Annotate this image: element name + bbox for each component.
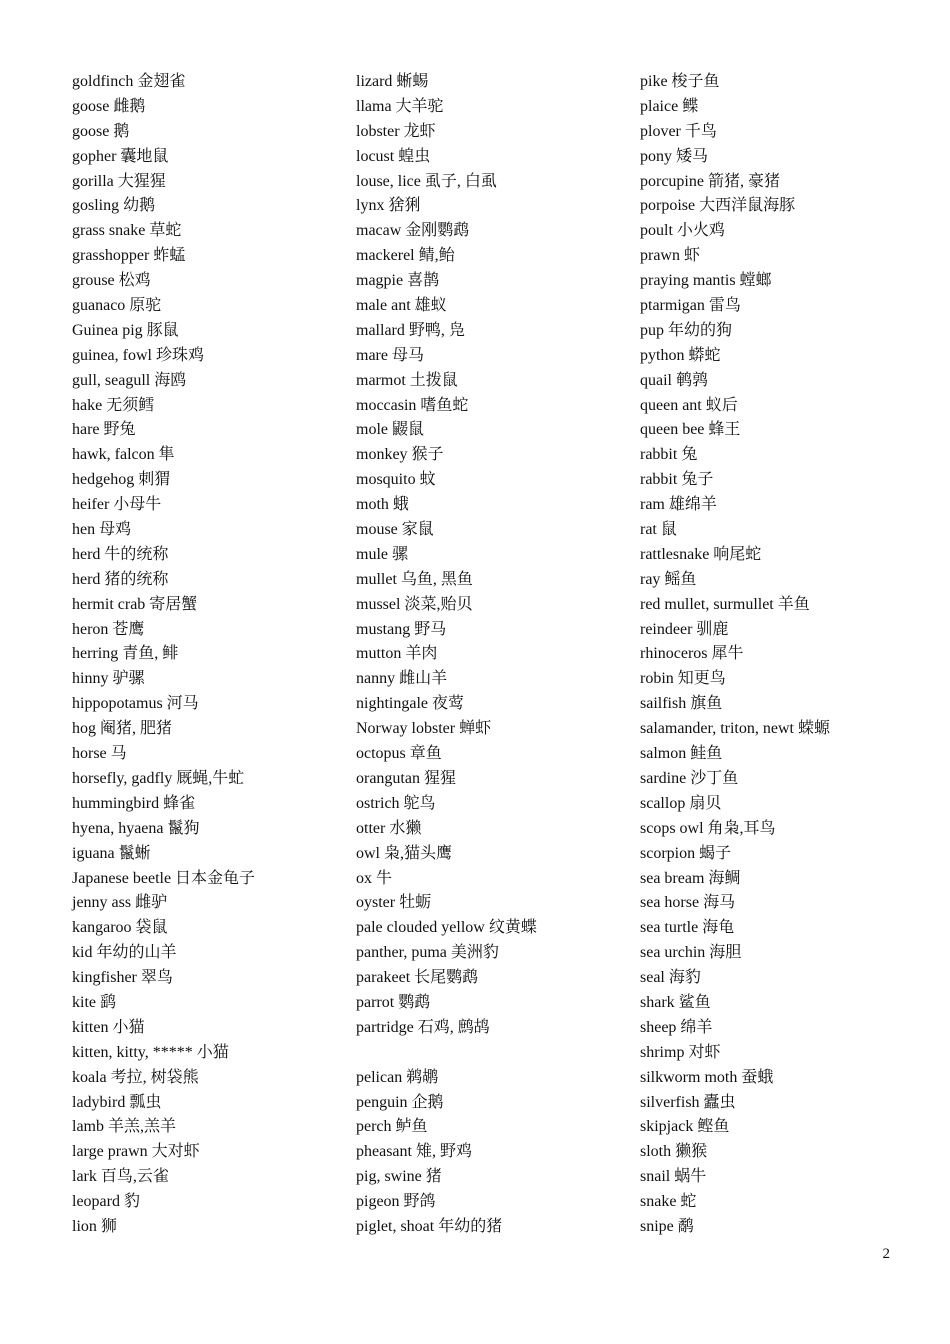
vocabulary-entry: louse, lice 虱子, 白虱: [356, 172, 497, 190]
vocabulary-entry: piglet, shoat 年幼的猪: [356, 1217, 503, 1235]
vocabulary-entry: hedgehog 刺猬: [72, 471, 171, 489]
vocabulary-entry: gorilla 大猩猩: [72, 172, 166, 190]
vocabulary-entry: sardine 沙丁鱼: [640, 769, 739, 787]
vocabulary-entry: heifer 小母牛: [72, 496, 162, 514]
vocabulary-entry: orangutan 猩猩: [356, 769, 456, 787]
vocabulary-entry: kitten, kitty, ***** 小猫: [72, 1043, 229, 1061]
vocabulary-entry: pale clouded yellow 纹黄蝶: [356, 919, 537, 937]
vocabulary-entry: plaice 鲽: [640, 97, 699, 115]
vocabulary-entry: python 蟒蛇: [640, 346, 721, 364]
vocabulary-entry: hake 无须鳕: [72, 396, 155, 414]
vocabulary-entry: pigeon 野鸽: [356, 1193, 436, 1211]
vocabulary-entry: nanny 雌山羊: [356, 670, 448, 688]
vocabulary-entry: koala 考拉, 树袋熊: [72, 1068, 199, 1086]
vocabulary-entry: horse 马: [72, 745, 127, 763]
vocabulary-entry: kitten 小猫: [72, 1018, 145, 1036]
vocabulary-entry: rhinoceros 犀牛: [640, 645, 744, 663]
vocabulary-entry: otter 水獭: [356, 819, 422, 837]
vocabulary-entry: goose 鹅: [72, 122, 130, 140]
vocabulary-entry: queen bee 蜂王: [640, 421, 741, 439]
vocabulary-entry: silverfish 蠹虫: [640, 1093, 736, 1111]
vocabulary-entry: locust 蝗虫: [356, 147, 431, 165]
vocabulary-entry: sailfish 旗鱼: [640, 695, 723, 713]
vocabulary-entry: herd 猪的统称: [72, 570, 169, 588]
vocabulary-entry: gosling 幼鹅: [72, 197, 156, 215]
vocabulary-entry: kite 鹞: [72, 993, 116, 1011]
vocabulary-entry: sea bream 海鲷: [640, 869, 741, 887]
vocabulary-entry: hen 母鸡: [72, 521, 132, 539]
vocabulary-entry: moccasin 嗜鱼蛇: [356, 396, 469, 414]
vocabulary-entry: lizard 蜥蜴: [356, 73, 429, 90]
vocabulary-entry: parakeet 长尾鹦鹉: [356, 969, 479, 987]
vocabulary-entry: snail 蜗牛: [640, 1168, 707, 1186]
vocabulary-entry: salamander, triton, newt 蝾螈: [640, 720, 830, 738]
vocabulary-entry: perch 鲈鱼: [356, 1118, 428, 1136]
vocabulary-entry: Japanese beetle 日本金龟子: [72, 869, 256, 887]
vocabulary-entry: jenny ass 雌驴: [72, 894, 168, 912]
vocabulary-entry: lobster 龙虾: [356, 122, 436, 140]
vocabulary-entry: poult 小火鸡: [640, 222, 725, 240]
vocabulary-entry: sloth 獭猴: [640, 1143, 708, 1161]
vocabulary-entry: mutton 羊肉: [356, 645, 438, 663]
vocabulary-entry: hog 阉猪, 肥猪: [72, 720, 173, 738]
vocabulary-entry: horsefly, gadfly 厩蝇,牛虻: [72, 769, 245, 787]
vocabulary-entry: mallard 野鸭, 凫: [356, 321, 465, 339]
vocabulary-entry: magpie 喜鹊: [356, 272, 440, 290]
vocabulary-entry: guanaco 原驼: [72, 297, 162, 315]
vocabulary-entry: sea urchin 海胆: [640, 944, 742, 962]
vocabulary-entry: robin 知更鸟: [640, 670, 726, 688]
vocabulary-entry: ox 牛: [356, 869, 393, 887]
vocabulary-entry: guinea, fowl 珍珠鸡: [72, 346, 204, 364]
vocabulary-entry: grass snake 草蛇: [72, 222, 182, 240]
vocabulary-entry: scallop 扇贝: [640, 794, 722, 812]
vocabulary-entry: ladybird 瓢虫: [72, 1093, 162, 1111]
vocabulary-entry: nightingale 夜莺: [356, 695, 464, 713]
vocabulary-entry: gull, seagull 海鸥: [72, 371, 187, 389]
vocabulary-entry: rat 鼠: [640, 521, 677, 539]
vocabulary-entry: mare 母马: [356, 346, 424, 364]
vocabulary-entry: sea horse 海马: [640, 894, 736, 912]
vocabulary-entry: gopher 囊地鼠: [72, 147, 169, 165]
vocabulary-entry: hinny 驴骡: [72, 670, 145, 688]
vocabulary-entry: lamb 羊羔,羔羊: [72, 1118, 176, 1136]
vocabulary-entry: pike 梭子鱼: [640, 73, 720, 90]
vocabulary-entry: reindeer 驯鹿: [640, 620, 729, 638]
vocabulary-entry: sea turtle 海龟: [640, 919, 735, 937]
vocabulary-entry: heron 苍鹰: [72, 620, 145, 638]
vocabulary-entry: mule 骡: [356, 545, 408, 563]
vocabulary-column-1: [72, 70, 342, 1240]
vocabulary-entry: panther, puma 美洲豹: [356, 944, 499, 962]
vocabulary-entry: iguana 鬣蜥: [72, 844, 151, 862]
vocabulary-entry: mustang 野马: [356, 620, 447, 638]
vocabulary-entry: seal 海豹: [640, 969, 701, 987]
vocabulary-entry: ostrich 鸵鸟: [356, 794, 436, 812]
vocabulary-entry: mullet 乌鱼, 黑鱼: [356, 570, 473, 588]
vocabulary-column-2: [356, 70, 626, 1240]
vocabulary-entry: snipe 鹬: [640, 1217, 694, 1235]
vocabulary-entry: octopus 章鱼: [356, 745, 442, 763]
vocabulary-entry: shrimp 对虾: [640, 1043, 721, 1061]
vocabulary-entry: scorpion 蝎子: [640, 844, 732, 862]
vocabulary-entry: plover 千鸟: [640, 122, 717, 140]
vocabulary-entry: llama 大羊驼: [356, 97, 444, 115]
vocabulary-entry: kingfisher 翠鸟: [72, 969, 173, 987]
vocabulary-entry: hippopotamus 河马: [72, 695, 199, 713]
vocabulary-entry: queen ant 蚁后: [640, 396, 738, 414]
vocabulary-entry: kangaroo 袋鼠: [72, 919, 168, 937]
vocabulary-entry: owl 枭,猫头鹰: [356, 844, 453, 862]
vocabulary-entry: hare 野兔: [72, 421, 136, 439]
vocabulary-entry: kid 年幼的山羊: [72, 944, 177, 962]
vocabulary-entry: red mullet, surmullet 羊鱼: [640, 595, 810, 613]
vocabulary-entry: rabbit 兔子: [640, 471, 714, 489]
vocabulary-entry: silkworm moth 蚕蛾: [640, 1068, 774, 1086]
vocabulary-entry: hummingbird 蜂雀: [72, 794, 196, 812]
vocabulary-entry: prawn 虾: [640, 247, 700, 265]
vocabulary-entry: lark 百鸟,云雀: [72, 1168, 169, 1186]
vocabulary-entry: porpoise 大西洋鼠海豚: [640, 197, 796, 215]
vocabulary-entry: goldfinch 金翅雀: [72, 73, 186, 90]
vocabulary-entry: mosquito 蚊: [356, 471, 436, 489]
vocabulary-entry: lion 狮: [72, 1217, 117, 1235]
vocabulary-entry: porcupine 箭猪, 豪猪: [640, 172, 780, 190]
vocabulary-entry: [356, 1041, 626, 1066]
vocabulary-entry: shark 鲨鱼: [640, 993, 711, 1011]
vocabulary-entry: mussel 淡菜,贻贝: [356, 595, 473, 613]
vocabulary-entry: lynx 猞猁: [356, 197, 421, 215]
vocabulary-entry: penguin 企鹅: [356, 1093, 444, 1111]
vocabulary-entry: mouse 家鼠: [356, 521, 434, 539]
vocabulary-entry: pelican 鹈鹕: [356, 1068, 439, 1086]
page-number: 2: [882, 1246, 890, 1262]
vocabulary-entry: herd 牛的统称: [72, 545, 169, 563]
vocabulary-entry: rabbit 兔: [640, 446, 698, 464]
vocabulary-entry: mackerel 鲭,鲐: [356, 247, 455, 265]
vocabulary-entry: grasshopper 蚱蜢: [72, 247, 186, 265]
vocabulary-entry: pup 年幼的狗: [640, 321, 733, 339]
vocabulary-entry: rattlesnake 响尾蛇: [640, 545, 762, 563]
vocabulary-entry: parrot 鹦鹉: [356, 993, 431, 1011]
vocabulary-entry: pony 矮马: [640, 147, 709, 165]
vocabulary-entry: large prawn 大对虾: [72, 1143, 200, 1161]
vocabulary-entry: hyena, hyaena 鬣狗: [72, 819, 200, 837]
vocabulary-entry: pheasant 雉, 野鸡: [356, 1143, 472, 1161]
vocabulary-entry: hawk, falcon 隼: [72, 446, 175, 464]
vocabulary-entry: salmon 鲑鱼: [640, 745, 723, 763]
vocabulary-entry: mole 鼹鼠: [356, 421, 424, 439]
vocabulary-entry: Norway lobster 蝉虾: [356, 720, 492, 738]
vocabulary-entry: herring 青鱼, 鲱: [72, 645, 179, 663]
vocabulary-entry: pig, swine 猪: [356, 1168, 442, 1186]
vocabulary-entry: ram 雄绵羊: [640, 496, 717, 514]
vocabulary-entry: ray 鳐鱼: [640, 570, 697, 588]
vocabulary-entry: macaw 金刚鹦鹉: [356, 222, 470, 240]
vocabulary-entry: Guinea pig 豚鼠: [72, 321, 179, 339]
vocabulary-entry: marmot 土拨鼠: [356, 371, 458, 389]
vocabulary-entry: moth 蛾: [356, 496, 409, 514]
vocabulary-entry: grouse 松鸡: [72, 272, 151, 290]
vocabulary-entry: monkey 猴子: [356, 446, 444, 464]
vocabulary-entry: oyster 牡蛎: [356, 894, 432, 912]
vocabulary-entry: male ant 雄蚁: [356, 297, 447, 315]
vocabulary-entry: skipjack 鲣鱼: [640, 1118, 730, 1136]
vocabulary-entry: leopard 豹: [72, 1193, 140, 1211]
vocabulary-entry: partridge 石鸡, 鹧鸪: [356, 1018, 490, 1036]
vocabulary-entry: goose 雌鹅: [72, 97, 146, 115]
vocabulary-entry: praying mantis 螳螂: [640, 272, 772, 290]
vocabulary-entry: scops owl 角枭,耳鸟: [640, 819, 776, 837]
vocabulary-column-3: [640, 70, 930, 1240]
vocabulary-entry: quail 鹌鹑: [640, 371, 708, 389]
vocabulary-entry: sheep 绵羊: [640, 1018, 713, 1036]
vocabulary-entry: ptarmigan 雷鸟: [640, 297, 741, 315]
vocabulary-entry: hermit crab 寄居蟹: [72, 595, 198, 613]
vocabulary-entry: snake 蛇: [640, 1193, 697, 1211]
